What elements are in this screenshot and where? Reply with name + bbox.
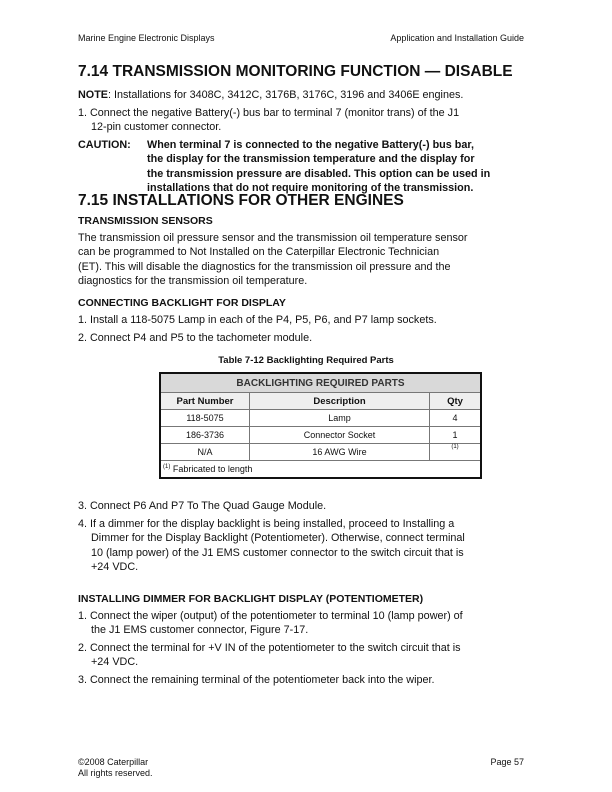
section-7-15-heading: 7.15 INSTALLATIONS FOR OTHER ENGINES xyxy=(78,192,404,209)
table-row: 118-5075 Lamp 4 xyxy=(160,410,481,427)
dim-step-3: 3. Connect the remaining terminal of the potentiometer back into the wiper. xyxy=(78,674,435,686)
dim-step-1: 1. Connect the wiper (output) of the potentiometer to terminal 10 (lamp power) of the J1 EMS customer connector, Figure 7-17. xyxy=(78,610,463,637)
page-number: Page 57 xyxy=(490,757,524,767)
note: NOTE: Installations for 3408C, 3412C, 3176B, 3176C, 3196 and 3406E engines. xyxy=(78,89,464,101)
copyright: ©2008 Caterpillar All rights reserved. xyxy=(78,757,153,778)
step-1: 1. Connect the negative Battery(-) bus bar to terminal 7 (monitor trans) of the J1 12-pin customer connector. xyxy=(78,107,460,134)
table-row: N/A 16 AWG Wire (1) xyxy=(160,444,481,461)
transmission-sensors-heading: TRANSMISSION SENSORS xyxy=(78,215,213,227)
caution-label: CAUTION: xyxy=(78,139,131,151)
dim-step-2: 2. Connect the terminal for +V IN of the potentiometer to the switch circuit that is +24 VDC. xyxy=(78,642,461,669)
running-header-right: Application and Installation Guide xyxy=(390,33,524,43)
dimmer-heading: INSTALLING DIMMER FOR BACKLIGHT DISPLAY (POTENTIOMETER) xyxy=(78,593,424,605)
caution-text: When terminal 7 is connected to the negative Battery(-) bus bar, the display for the transmission temperature and the display for the transmission pressure are disabled. This option can be used in installations that do not require monitoring of the transmission. xyxy=(147,139,491,195)
running-header-left: Marine Engine Electronic Displays xyxy=(78,33,215,43)
parts-table: BACKLIGHTING REQUIRED PARTS Part Number Description Qty 118-5075 Lamp 4 186-3736 Connector Socket 1 N/A 16 AWG Wire (1) $^{(1)}$ Fabricated to length xyxy=(159,372,482,479)
bl-step-4: 4. If a dimmer for the display backlight is being installed, proceed to Installing a Dimmer for the Display Backlight (Potentiometer). Otherwise, connect terminal 10 (lamp power) of the J1 EMS customer connector to the switch circuit that is +24 VDC. xyxy=(78,518,465,574)
table-row: 186-3736 Connector Socket 1 xyxy=(160,427,481,444)
table-caption: Table 7-12 Backlighting Required Parts xyxy=(218,355,394,366)
table-title: BACKLIGHTING REQUIRED PARTS xyxy=(160,373,481,393)
bl-step-1: 1. Install a 118-5075 Lamp in each of the P4, P5, P6, and P7 lamp sockets. xyxy=(78,314,437,326)
bl-step-3: 3. Connect P6 And P7 To The Quad Gauge Module. xyxy=(78,500,327,512)
backlight-heading: CONNECTING BACKLIGHT FOR DISPLAY xyxy=(78,297,286,309)
table-footnote: $^{(1)}$ Fabricated to length xyxy=(160,461,481,479)
sensors-paragraph: The transmission oil pressure sensor and the transmission oil temperature sensor can be programmed to Not Installed on the Caterpillar Electronic Technician (ET). This will disable the diagnostics for the transmission oil pressure and the diagnostics for the transmission oil temperature. xyxy=(78,232,468,288)
section-7-14-heading: 7.14 TRANSMISSION MONITORING FUNCTION — DISABLE xyxy=(78,63,513,80)
bl-step-2: 2. Connect P4 and P5 to the tachometer module. xyxy=(78,332,313,344)
